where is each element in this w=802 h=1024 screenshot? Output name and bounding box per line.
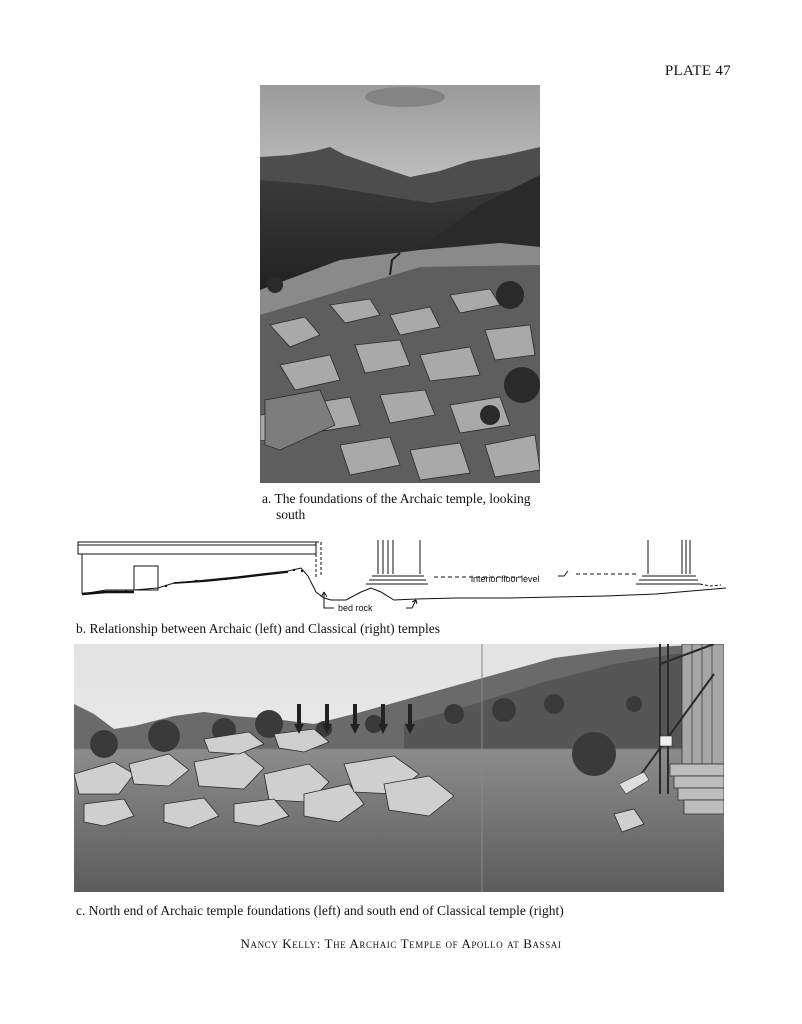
photo-north-south-ends [74, 644, 724, 892]
figure-a-caption-line1: a. The foundations of the Archaic temple, looking [262, 491, 531, 506]
figure-b-caption: b. Relationship between Archaic (left) and Classical (right) temples [76, 621, 441, 636]
label-bed-rock: bed rock [338, 603, 373, 613]
running-footer: Nancy Kelly: The Archaic Temple of Apollo at Bassai [240, 936, 562, 951]
photo-archaic-foundations [260, 85, 540, 483]
plate-number: PLATE 47 [664, 63, 731, 79]
figure-c-caption: c. North end of Archaic temple foundations (left) and south end of Classical temple (right) [76, 903, 564, 918]
label-interior-floor-level: interior floor level [471, 574, 540, 584]
figure-a-caption-line2: south [276, 507, 306, 522]
section-diagram-archaic-classical [76, 536, 728, 616]
